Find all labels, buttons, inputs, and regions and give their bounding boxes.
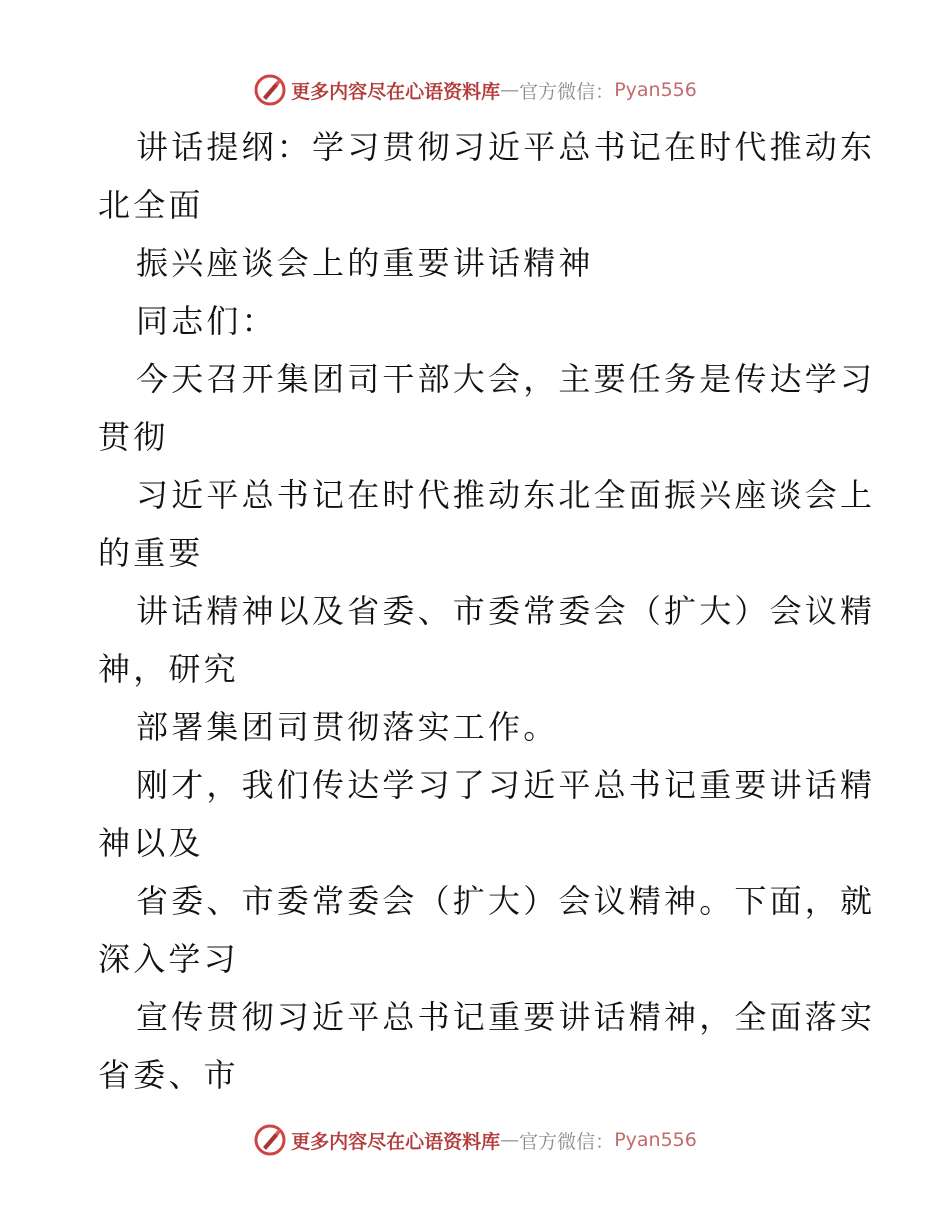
body-line: 同志们： bbox=[136, 302, 277, 340]
banner-wechat-label: 官方微信： bbox=[519, 1130, 615, 1153]
body-line: 今天召开集团司干部大会，主要任务是传达学习 bbox=[136, 360, 876, 398]
body-line: 深入学习 bbox=[98, 940, 239, 978]
body-line: 贯彻 bbox=[98, 418, 169, 456]
body-line: 省委、市 bbox=[98, 1056, 239, 1094]
pen-logo-icon bbox=[253, 1123, 287, 1157]
footer-banner bbox=[0, 1120, 950, 1160]
body-line: 习近平总书记在时代推动东北全面振兴座谈会上 bbox=[136, 476, 876, 514]
body-line: 刚才，我们传达学习了习近平总书记重要讲话精 bbox=[136, 766, 876, 804]
body-line: 讲话提纲：学习贯彻习近平总书记在时代推动东 bbox=[136, 128, 876, 166]
banner-main-text: 更多内容尽在心语资料库 bbox=[291, 1130, 501, 1153]
body-line: 部署集团司贯彻落实工作。 bbox=[136, 708, 559, 746]
document-body bbox=[98, 118, 876, 1104]
body-line: 振兴座谈会上的重要讲话精神 bbox=[136, 244, 594, 282]
body-line: 北全面 bbox=[98, 186, 204, 224]
body-line: 神以及 bbox=[98, 824, 204, 862]
body-line: 的重要 bbox=[98, 534, 204, 572]
body-line: 省委、市委常委会（扩大）会议精神。下面，就 bbox=[136, 882, 876, 920]
banner-wechat-id: Pyan556 bbox=[614, 1129, 697, 1151]
pen-logo-icon bbox=[253, 73, 287, 107]
banner-dash: — bbox=[500, 1129, 520, 1151]
body-line: 宣传贯彻习近平总书记重要讲话精神，全面落实 bbox=[136, 998, 876, 1036]
header-banner bbox=[0, 70, 950, 110]
banner-wechat-label: 官方微信： bbox=[519, 80, 615, 103]
banner-wechat-id: Pyan556 bbox=[614, 79, 697, 101]
banner-dash: — bbox=[500, 79, 520, 101]
body-line: 讲话精神以及省委、市委常委会（扩大）会议精 bbox=[136, 592, 876, 630]
body-line: 神，研究 bbox=[98, 650, 239, 688]
banner-main-text: 更多内容尽在心语资料库 bbox=[291, 80, 501, 103]
